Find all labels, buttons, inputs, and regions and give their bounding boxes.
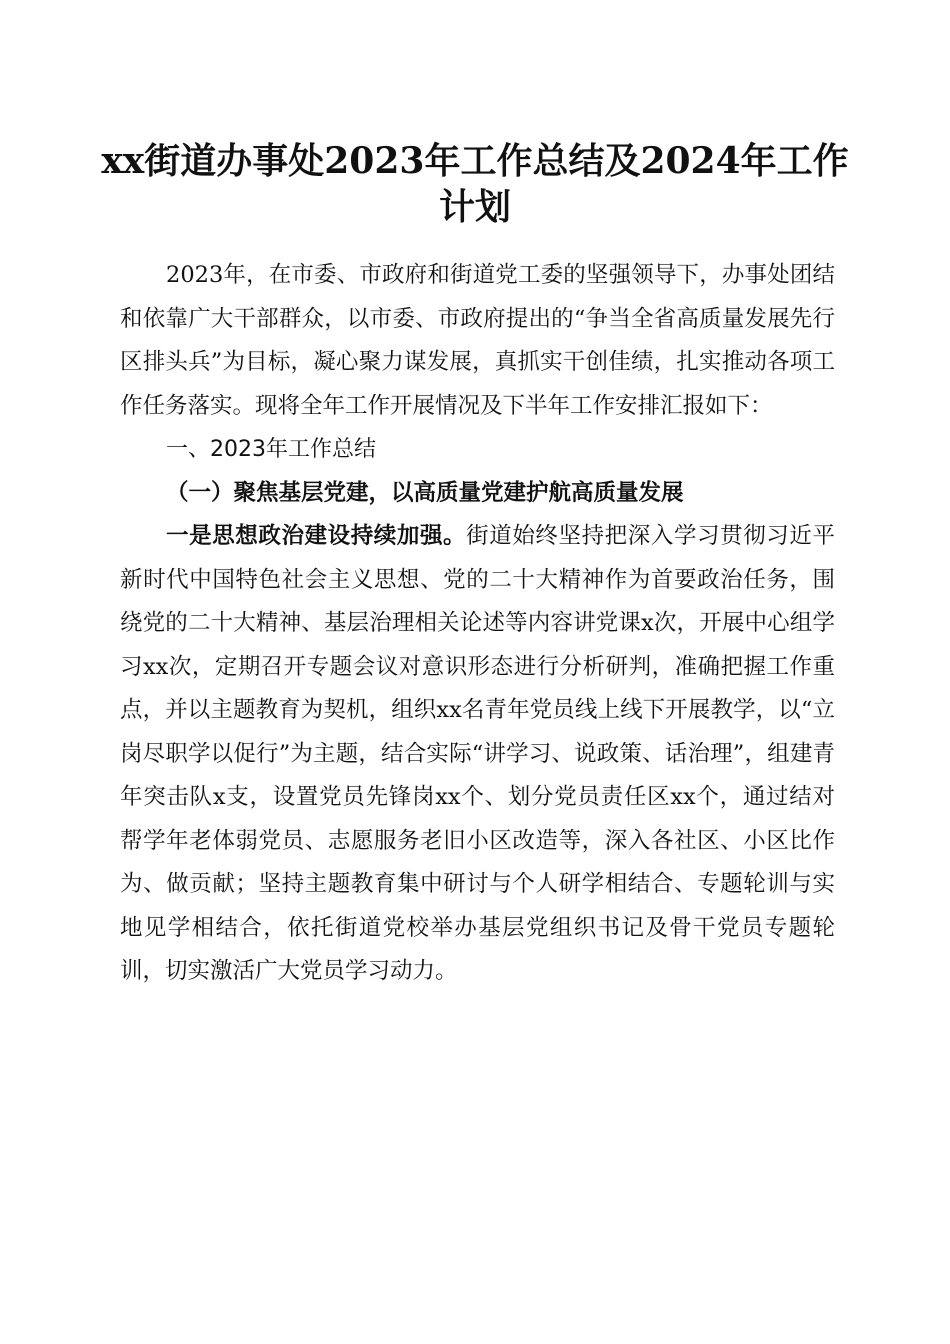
document-title [100, 138, 850, 230]
section-heading: 一、2023年工作总结 [166, 437, 376, 462]
subsection-heading: （一）聚焦基层党建，以高质量党建护航高质量发展 [166, 479, 684, 506]
title-line-2: 计划 [438, 186, 511, 228]
title-line-1: xx街道办事处2023年工作总结及2024年工作 [101, 140, 849, 182]
body-paragraph [120, 515, 835, 994]
paragraph-text: 街道始终坚持把深入学习贯彻习近平新时代中国特色社会主义思想、党的二十大精神作为首要政治任务，围绕党的二十大精神、基层治理相关论述等内容讲党课x次，开展中心组学习xx次，定期召开专题会议对意识形态进行分析研判，准确把握工作重点，并以主题教育为契机，组织xx名青年党员线上线下开展教学，以“立岗尽职学以促行”为主题，结合实际“讲学习、说政策、话治理”，组建青年突击队x支，设置党员先锋岗xx个、划分党员责任区xx个，通过结对帮学年老体弱党员、志愿服务老旧小区改造等，深入各社区、小区比作为、做贡献；坚持主题教育集中研讨与个人研学相结合、专题轮训与实地见学相结合，依托街道党校举办基层党组织书记及骨干党员专题轮训，切实激活广大党员学习动力。 [120, 523, 835, 984]
document-body [120, 254, 835, 994]
paragraph-lead: 一是思想政治建设持续加强。 [166, 523, 467, 549]
intro-paragraph: 2023年，在市委、市政府和街道党工委的坚强领导下，办事处团结和依靠广大干部群众，以市委、市政府提出的“争当全省高质量发展先行区排头兵”为目标，凝心聚力谋发展，真抓实干创佳绩，扎实推动各项工作任务落实。现将全年工作开展情况及下半年工作安排汇报如下： [120, 262, 835, 419]
